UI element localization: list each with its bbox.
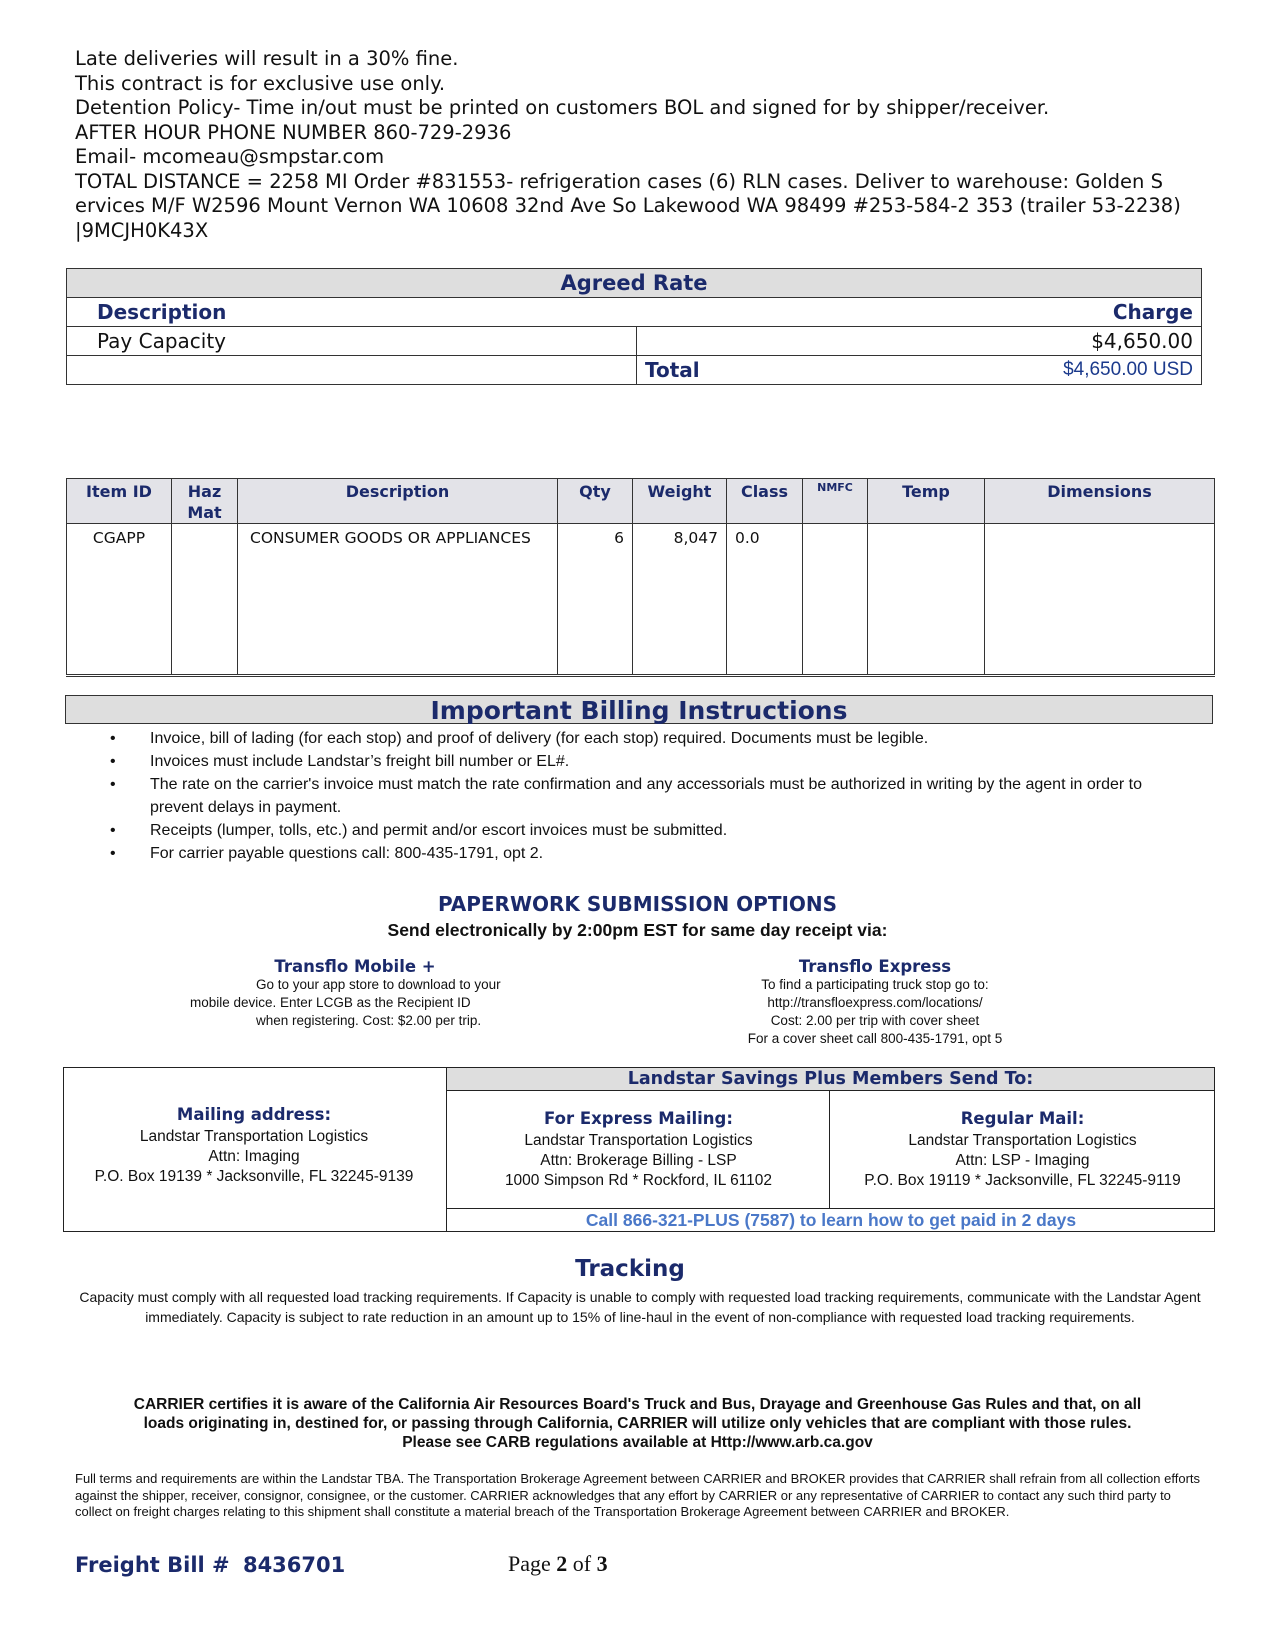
note-detention: Detention Policy- Time in/out must be printed on customers BOL and signed for by shipper/receiver. [75, 96, 1050, 119]
transflo-express [710, 957, 1040, 1048]
freight-bill-label: Freight Bill # [75, 1553, 230, 1577]
note-email: Email- mcomeau@smpstar.com [75, 145, 385, 168]
col-dimensions: Dimensions [985, 479, 1215, 524]
freight-bill [75, 1553, 345, 1577]
col-qty: Qty [558, 479, 633, 524]
list-item: • Invoice, bill of lading (for each stop) and proof of delivery (for each stop) required. Documents must be legible. [110, 727, 1190, 750]
note-after-hours: AFTER HOUR PHONE NUMBER 860-729-2936 [75, 120, 512, 144]
note-distance: TOTAL DISTANCE = 2258 MI Order #831553- refrigeration cases (6) RLN cases. Deliver to warehouse: Golden S ervices M/F W2596 Mount Vernon WA 10608 32nd Ave So Lakewood WA 98499 #253-584-2 353 (trailer 53-2238) |9MCJH0K43X [75, 169, 1181, 242]
col-haz-mat: Haz Mat [172, 479, 238, 524]
agreed-rate-title: Agreed Rate [67, 269, 1202, 298]
contract-notes [75, 47, 1205, 243]
regular-line1: Landstar Transportation Logistics [908, 1132, 1137, 1149]
rate-row-description: Pay Capacity [67, 327, 637, 356]
express-line2: Attn: Brokerage Billing - LSP [540, 1152, 737, 1169]
express-mailing [448, 1109, 829, 1191]
note-exclusive: This contract is for exclusive use only. [75, 71, 446, 95]
rate-total-empty [67, 356, 637, 385]
transflo-mobile-line1: Go to your app store to download to your [256, 977, 501, 992]
col-description: Description [238, 479, 558, 524]
transflo-mobile-line2: mobile device. Enter LCGB as the Recipient ID [190, 995, 471, 1010]
rate-col-description: Description [67, 298, 637, 327]
paperwork-title: PAPERWORK SUBMISSION OPTIONS [437, 892, 838, 916]
transflo-express-line1: To find a participating truck stop go to: [761, 977, 989, 992]
items-header-row [67, 479, 1215, 524]
tracking-text: Capacity must comply with all requested load tracking requirements. If Capacity is unable to comply with requested load tracking requirements, communicate with the Landstar Agent immediately. Capacity is subject to rate reduction in an amount up to 15% of line-haul in the event of non-compliance with requested load tracking requirements. [79, 1289, 1201, 1325]
mailing-box [63, 1067, 1215, 1232]
tracking-title: Tracking [575, 1256, 685, 1282]
table-row [67, 524, 1215, 676]
mailing-line2: Attn: Imaging [208, 1148, 300, 1165]
carb-line2: loads originating in, destined for, or passing through California, CARRIER will utilize only vehicles that are compliant with those rules. [143, 1415, 1132, 1432]
rate-total-value: $4,650.00 USD [1063, 359, 1193, 380]
col-nmfc: NMFC [803, 479, 868, 524]
regular-line2: Attn: LSP - Imaging [955, 1152, 1090, 1169]
freight-bill-number: 8436701 [242, 1553, 346, 1577]
cell-weight: 8,047 [633, 524, 727, 676]
transflo-mobile [190, 957, 520, 1030]
page-of: of [567, 1551, 597, 1576]
list-item: • For carrier payable questions call: 800-435-1791, opt 2. [110, 842, 1190, 865]
mailing-line3: P.O. Box 19139 * Jacksonville, FL 32245-9139 [94, 1168, 414, 1185]
savings-plus-title: Landstar Savings Plus Members Send To: [446, 1068, 1214, 1091]
items-table [66, 478, 1215, 677]
cell-nmfc [803, 524, 868, 676]
transflo-express-line2: http://transfloexpress.com/locations/ [767, 995, 983, 1010]
mailing-address [64, 1105, 444, 1187]
rate-row-charge: $4,650.00 [637, 327, 1202, 356]
savings-plus-call: Call 866-321-PLUS (7587) to learn how to get paid in 2 days [585, 1210, 1077, 1230]
col-temp: Temp [868, 479, 985, 524]
cell-dimensions [985, 524, 1215, 676]
regular-mail [831, 1109, 1214, 1191]
agreed-rate-table [66, 268, 1202, 385]
express-mailing-title: For Express Mailing: [544, 1109, 733, 1128]
list-item: • The rate on the carrier's invoice must match the rate confirmation and any accessorials must be authorized in writing by the agent in order to prevent delays in payment. [110, 773, 1190, 819]
terms-text: Full terms and requirements are within the Landstar TBA. The Transportation Brokerage Agreement between CARRIER and BROKER provides that CARRIER shall refrain from all collection efforts against the shipper, receiver, consignor, consignee, or the customer. CARRIER acknowledges that any effort by CARRIER or any representative of CARRIER to contact any such third party to collect on freight charges relating to this shipment shall constitute a material breach of the Transportation Brokerage Agreement between CARRIER and BROKER. [75, 1471, 1201, 1519]
page-indicator [508, 1551, 608, 1577]
rate-col-charge: Charge [637, 298, 1202, 327]
page-prefix: Page [508, 1551, 557, 1576]
transflo-mobile-title: Transflo Mobile + [274, 957, 436, 976]
transflo-mobile-line3: when registering. Cost: $2.00 per trip. [256, 1013, 482, 1028]
paperwork-subtitle: Send electronically by 2:00pm EST for same day receipt via: [387, 920, 888, 940]
rate-total-cell [637, 356, 1202, 385]
regular-mail-title: Regular Mail: [960, 1109, 1085, 1128]
mailing-divider [446, 1090, 447, 1231]
mailing-divider [446, 1208, 1214, 1209]
col-item-id: Item ID [67, 479, 172, 524]
page-number: 2 [556, 1551, 568, 1576]
col-weight: Weight [633, 479, 727, 524]
carb-line1: CARRIER certifies it is aware of the California Air Resources Board's Truck and Bus, Drayage and Greenhouse Gas Rules and that, on all [133, 1396, 1142, 1413]
billing-list [110, 727, 1190, 865]
mailing-divider [829, 1090, 830, 1208]
mailing-address-title: Mailing address: [176, 1105, 332, 1124]
billing-title: Important Billing Instructions [65, 695, 1213, 724]
carb-notice [80, 1395, 1195, 1452]
list-item: • Receipts (lumper, tolls, etc.) and permit and/or escort invoices must be submitted. [110, 819, 1190, 842]
cell-item-id: CGAPP [67, 524, 172, 676]
transflo-express-line3: Cost: 2.00 per trip with cover sheet [770, 1013, 980, 1028]
list-item: • Invoices must include Landstar’s freight bill number or EL#. [110, 750, 1190, 773]
col-class: Class [727, 479, 803, 524]
note-late-fine: Late deliveries will result in a 30% fine. [75, 47, 459, 70]
mailing-line1: Landstar Transportation Logistics [139, 1128, 369, 1145]
transflo-express-line4: For a cover sheet call 800-435-1791, opt 5 [747, 1031, 1003, 1046]
cell-qty: 6 [558, 524, 633, 676]
rate-total-label: Total [645, 358, 700, 382]
cell-temp [868, 524, 985, 676]
express-line3: 1000 Simpson Rd * Rockford, IL 61102 [504, 1172, 773, 1189]
cell-class: 0.0 [727, 524, 803, 676]
regular-line3: P.O. Box 19119 * Jacksonville, FL 32245-9119 [864, 1172, 1181, 1189]
cell-haz-mat [172, 524, 238, 676]
cell-description: CONSUMER GOODS OR APPLIANCES [238, 524, 558, 676]
carb-line3: Please see CARB regulations available at Http://www.arb.ca.gov [402, 1434, 873, 1451]
page-total: 3 [596, 1551, 608, 1576]
express-line1: Landstar Transportation Logistics [524, 1132, 753, 1149]
transflo-express-title: Transflo Express [798, 957, 952, 976]
